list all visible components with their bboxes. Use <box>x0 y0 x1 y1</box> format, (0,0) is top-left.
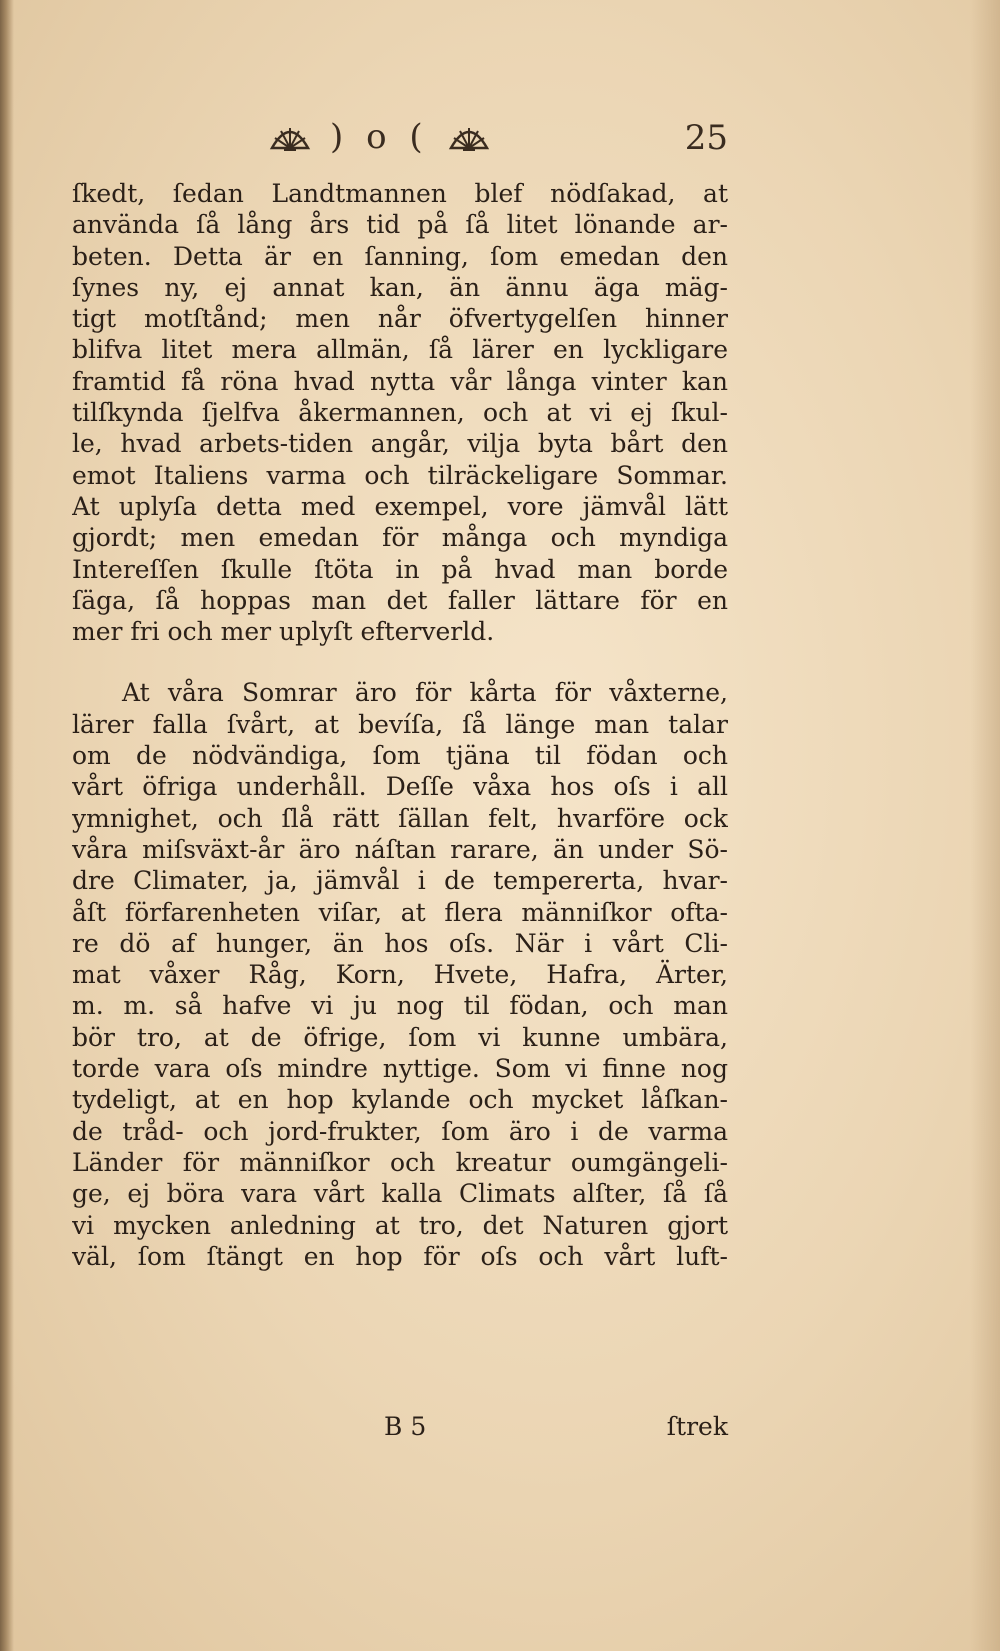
running-header <box>268 112 728 162</box>
paragraph-2 <box>72 677 728 1272</box>
text-line: ſkedt, ſedan Landtmannen blef nödſakad, at <box>72 179 728 208</box>
text-line: mat våxer Råg, Korn, Hvete, Hafra, Ärter, <box>72 960 728 990</box>
paragraph-gap <box>72 647 728 677</box>
scallop-shell-icon <box>268 122 312 152</box>
text-line: framtid få röna hvad nytta vår långa vinter kan <box>72 366 728 396</box>
text-line: de tråd- och jord-frukter, ſom äro i de varma <box>72 1116 728 1146</box>
signature-mark: B 5 <box>384 1412 427 1441</box>
text-line: At uplyſa detta med exempel, vore jämvål lätt <box>72 491 728 521</box>
text-line: re dö af hunger, än hos oſs. När i vårt Cli- <box>72 928 728 958</box>
catchword: ſtrek <box>666 1412 728 1441</box>
text-line: m. m. så hafve vi ju nog til födan, och man <box>72 991 728 1021</box>
text-line: tilſkynda ſjelfva åkermannen, och at vi ej ſkul- <box>72 398 728 428</box>
text-line: ymnighet, och ſlå rätt ſällan felt, hvarföre ock <box>72 803 728 833</box>
text-line: At våra Somrar äro för kårta för våxterne, <box>122 678 728 708</box>
text-line: ſäga, ſå hoppas man det faller lättare för en <box>72 585 728 615</box>
text-line: gjordt; men emedan för många och myndiga <box>72 523 728 553</box>
text-line: tigt motſtånd; men når öfvertygelſen hinner <box>72 304 728 334</box>
text-line: vi mycken anledning at tro, det Naturen gjort <box>72 1210 728 1240</box>
page-footer <box>72 1412 728 1446</box>
text-line: ge, ej böra vara vårt kalla Climats alſter, ſå ſå <box>72 1179 728 1209</box>
body-text <box>72 178 728 1272</box>
text-line: ſynes ny, ej annat kan, än ännu äga mäg- <box>72 272 728 302</box>
text-line: om de nödvändiga, ſom tjäna til födan och <box>72 741 728 771</box>
page-gutter-shadow <box>0 0 14 1651</box>
page-number: 25 <box>684 118 728 158</box>
text-line: väl, ſom ſtängt en hop för oſs och vårt luft- <box>72 1241 728 1271</box>
text-line: beten. Detta är en ſanning, ſom emedan den <box>72 241 728 271</box>
page-edge-shading <box>970 0 1000 1651</box>
text-line: våra miſsväxt-år äro náſtan rarare, än under Sö- <box>72 834 728 864</box>
paragraph-1 <box>72 178 728 647</box>
header-parens: ) o ( <box>330 117 429 157</box>
text-line: Intereſſen ſkulle ſtöta in på hvad man borde <box>72 554 728 584</box>
text-line: Länder för männiſkor och kreatur oumgängeli- <box>72 1147 728 1177</box>
text-line: använda ſå lång års tid på ſå litet lönande ar- <box>72 210 728 240</box>
scallop-shell-icon <box>447 122 491 152</box>
text-line: dre Climater, ja, jämvål i de tempererta, hvar- <box>72 866 728 896</box>
text-line: tydeligt, at en hop kylande och mycket låſkan- <box>72 1085 728 1115</box>
text-line: torde vara oſs mindre nyttige. Som vi finne nog <box>72 1054 728 1084</box>
text-line: emot Italiens varma och tilräckeligare Sommar. <box>72 460 728 490</box>
text-line: vårt öfriga underhåll. Deſſe våxa hos oſs i all <box>72 772 728 802</box>
text-line: blifva litet mera allmän, ſå lärer en lyckligare <box>72 335 728 365</box>
text-line: le, hvad arbets-tiden angår, vilja byta bårt den <box>72 429 728 459</box>
text-line: åſt förfarenheten viſar, at flera männiſkor ofta- <box>72 897 728 927</box>
text-line: bör tro, at de öfrige, ſom vi kunne umbära, <box>72 1022 728 1052</box>
text-line: lärer falla ſvårt, at bevíſa, ſå länge man talar <box>72 709 728 739</box>
text-line: mer fri och mer uplyſt efterverld. <box>72 617 495 647</box>
